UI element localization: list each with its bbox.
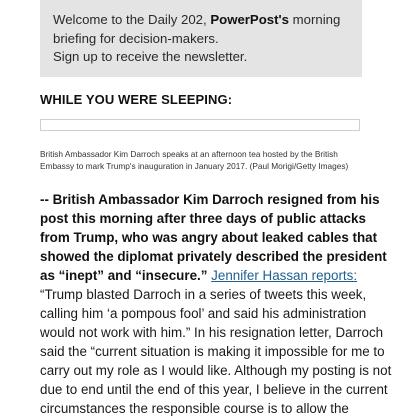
article-lede-line	[40, 247, 387, 266]
article-image-placeholder	[40, 119, 360, 131]
promo-text: Welcome to the Daily 202,	[53, 12, 211, 27]
lede-text: post this morning after three days of public attacks	[40, 211, 366, 226]
image-caption	[40, 149, 362, 172]
promo-brand-name: PowerPost's	[210, 12, 289, 27]
article-lede-line	[40, 266, 365, 285]
article-lede-line	[40, 209, 365, 228]
lede-text: showed the diplomat privately described the president	[40, 249, 387, 264]
lede-text: from Trump, who was angry about leaked cables that	[40, 230, 378, 245]
caption-line-2: Embassy to mark Trump's inauguration in January 2017. (Paul Morigi/Getty Images)	[40, 160, 349, 171]
promo-signup-link[interactable]: Sign up to receive the newsletter.	[53, 49, 248, 64]
promo-line-2: briefing for decision-makers.	[53, 30, 219, 46]
article-body-line: due to end until the end of this year, I believe in the current	[40, 382, 388, 397]
article-body	[40, 190, 392, 418]
section-heading: WHILE YOU WERE SLEEPING:	[40, 92, 233, 107]
article-body-line: carry out my role as I would like. Although my posting is not	[40, 363, 392, 378]
article-body-line: said the “current situation is making it impossible for me to	[40, 344, 385, 359]
article-body-line: calling him ‘a pompous fool’ and said his administration	[40, 306, 367, 321]
article-lede-line	[40, 228, 378, 247]
article-lede-line	[40, 190, 380, 209]
article-body-line: would not work with him.” In his resignation letter, Darroch	[40, 325, 384, 340]
lede-text: as “inept” and “insecure.”	[40, 268, 208, 283]
lede-text: -- British Ambassador Kim Darroch resigned from his	[40, 192, 380, 207]
reporter-link[interactable]: Jennifer Hassan reports:	[211, 268, 358, 283]
newsletter-promo-box	[40, 0, 362, 77]
promo-line-1	[53, 11, 362, 30]
caption-line-1: British Ambassador Kim Darroch speaks at an afternoon tea hosted by the British	[40, 149, 338, 159]
article-body-line: “Trump blasted Darroch in a series of tweets this week,	[40, 287, 367, 302]
promo-text: morning	[288, 12, 341, 27]
article-body-line: circumstances the responsible course is to allow the	[40, 401, 349, 416]
